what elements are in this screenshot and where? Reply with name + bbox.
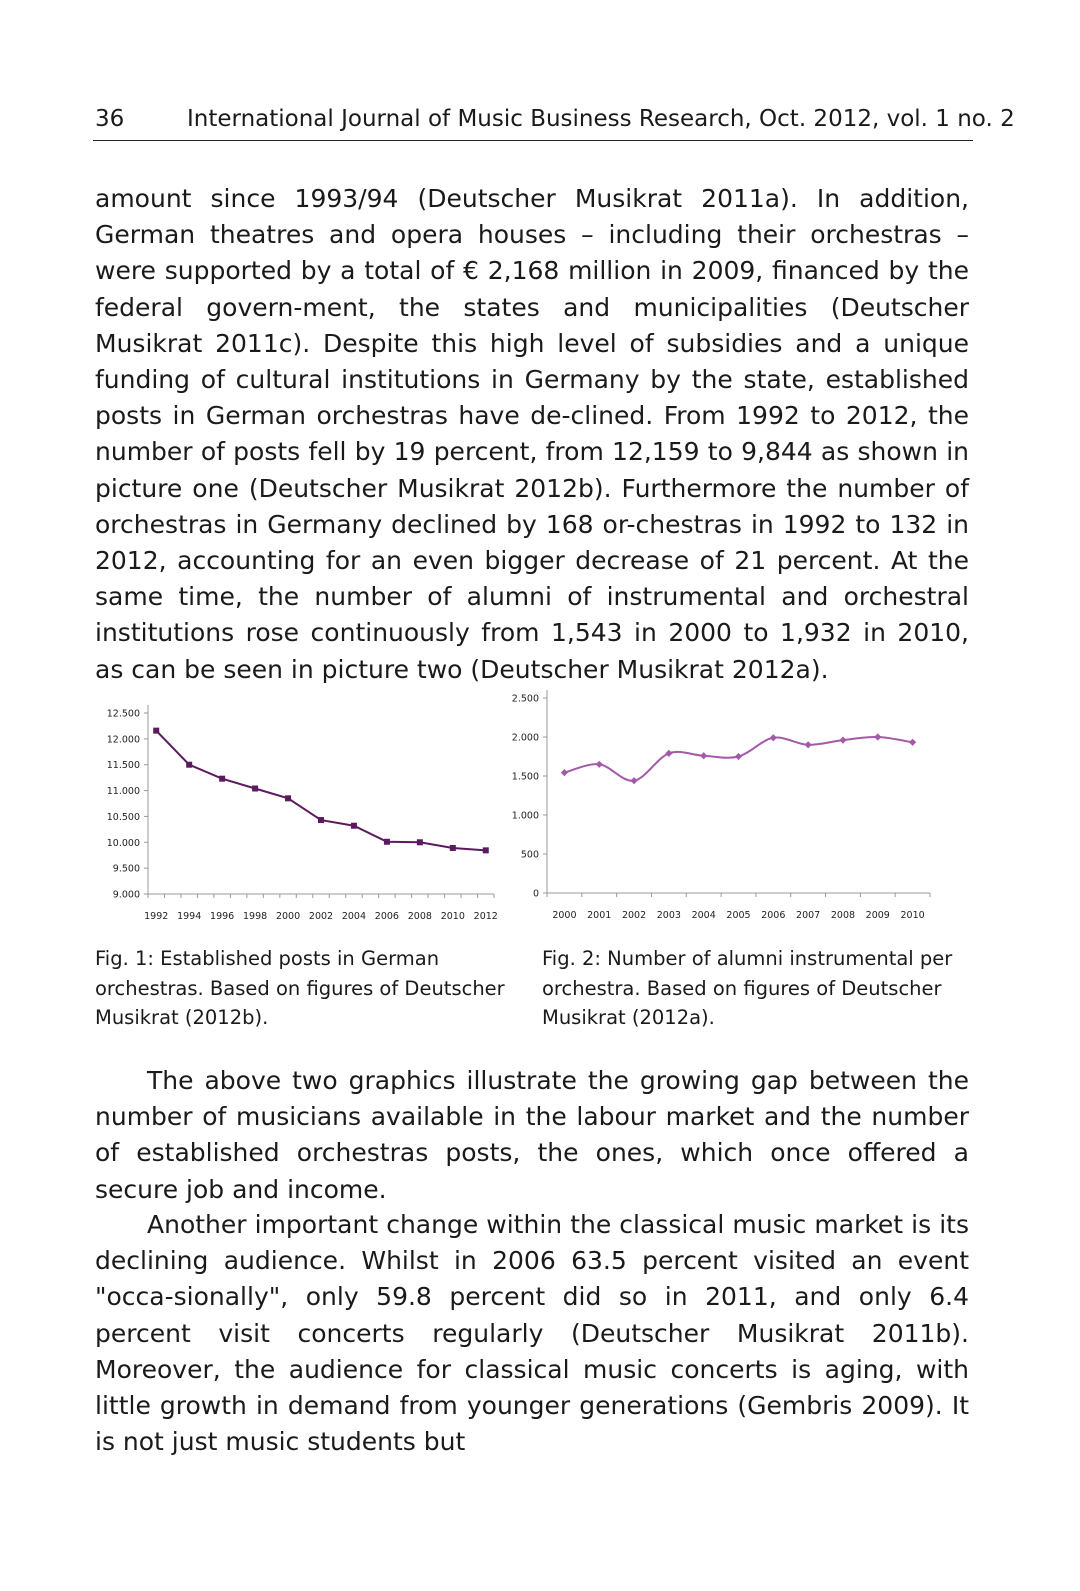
data-point-2005 (735, 753, 742, 760)
chart-alumni (512, 690, 930, 921)
data-point-2004 (351, 823, 357, 829)
data-point-2008 (839, 737, 846, 744)
x-tick-label: 2010 (440, 911, 465, 922)
y-tick-label: 11.000 (106, 786, 140, 798)
x-tick-label: 2001 (587, 910, 612, 921)
data-point-2000 (285, 795, 291, 801)
x-tick-label: 2010 (900, 910, 925, 921)
x-tick-label: 2009 (865, 910, 890, 921)
y-tick-label: 9.500 (112, 863, 140, 875)
x-tick-label: 2003 (656, 910, 681, 921)
x-tick-label: 2004 (691, 910, 716, 921)
data-point-2007 (805, 741, 812, 748)
x-tick-label: 1998 (243, 911, 268, 922)
data-point-2009 (874, 733, 881, 740)
x-tick-label: 2008 (407, 911, 432, 922)
data-point-2010 (909, 739, 916, 746)
data-point-2006 (770, 734, 777, 741)
figure-2-caption: Fig. 2: Number of alumni instrumental per orchestra. Based on figures of Deutscher Musikrat (2012a). (542, 947, 953, 1029)
data-point-2008 (417, 839, 423, 845)
x-tick-label: 2008 (830, 910, 856, 921)
data-point-2004 (700, 752, 707, 759)
data-point-2002 (318, 817, 324, 823)
x-tick-label: 2002 (621, 910, 647, 921)
data-point-2001 (596, 761, 603, 768)
y-tick-label: 9.000 (112, 889, 140, 901)
y-tick-label: 500 (520, 849, 539, 861)
x-tick-label: 1994 (177, 911, 202, 922)
data-point-1998 (252, 786, 258, 792)
x-tick-label: 2000 (275, 911, 301, 922)
y-tick-label: 0 (532, 888, 539, 900)
x-tick-label: 2005 (726, 910, 751, 921)
x-tick-label: 2006 (761, 910, 786, 921)
x-tick-label: 2012 (473, 911, 498, 922)
x-tick-label: 1996 (210, 911, 235, 922)
x-tick-label: 1992 (144, 911, 169, 922)
y-tick-label: 2.500 (511, 693, 539, 705)
data-point-2006 (384, 839, 390, 845)
data-point-2010 (450, 845, 456, 851)
journal-title: International Journal of Music Business Research, Oct. 2012, vol. 1 no. 2 (187, 106, 1015, 132)
x-tick-label: 2006 (374, 911, 399, 922)
y-tick-label: 10.000 (106, 837, 140, 849)
data-point-1994 (186, 762, 192, 768)
y-tick-label: 12.000 (106, 734, 140, 746)
data-point-2002 (630, 777, 637, 784)
y-tick-label: 1.000 (511, 810, 539, 822)
paragraph-audience: Another important change within the classical music market is its declining audience. Whilst in 2006 63.5 percent visited an event "occa-sionally", only 59.8 percent did so in 2011, and only 6.4 percent visit concerts regularly (Deutscher Musikrat 2011b). Moreover, the audience for classical music concerts is aging, with little growth in demand from younger generations (Gembris 2009). It is not just music students but (95, 1210, 969, 1457)
x-tick-label: 2004 (341, 911, 367, 922)
page-number: 36 (95, 106, 125, 132)
series-line (156, 731, 486, 851)
y-tick-label: 10.500 (106, 811, 140, 823)
running-header (93, 104, 1015, 141)
figures-area (0, 680, 1080, 930)
y-tick-label: 1.500 (511, 771, 539, 783)
y-tick-label: 12.500 (106, 708, 140, 720)
x-tick-label: 2007 (796, 910, 821, 921)
chart-established-posts (107, 705, 498, 922)
paragraph-gap: The above two graphics illustrate the growing gap between the number of musicians available in the labour market and the number of established orchestras posts, the ones, which once offered a secure job and income. (95, 1066, 969, 1204)
data-point-1996 (219, 776, 225, 782)
data-point-2012 (483, 847, 489, 853)
data-point-2000 (561, 769, 568, 776)
figure-1-caption: Fig. 1: Established posts in German orchestras. Based on figures of Deutscher Musikrat (2012b). (95, 947, 505, 1029)
paragraph-intro: amount since 1993/94 (Deutscher Musikrat 2011a). In addition, German theatres and opera houses – including their orchestras – were supported by a total of € 2,168 million in 2009, financed by the federal govern-ment, the states and municipalities (Deutscher Musikrat 2011c). Despite this high level of subsidies and a unique funding of cultural institutions in Germany by the state, established posts in German orchestras have de-clined. From 1992 to 2012, the number of posts fell by 19 percent, from 12,159 to 9,844 as shown in picture one (Deutscher Musikrat 2012b). Furthermore the number of orchestras in Germany declined by 168 or-chestras in 1992 to 132 in 2012, accounting for an even bigger decrease of 21 percent. At the same time, the number of alumni of instrumental and orchestral institutions rose continuously from 1,543 in 2000 to 1,932 in 2010, as can be seen in picture two (Deutscher Musikrat 2012a). (95, 184, 969, 684)
x-tick-label: 2002 (308, 911, 334, 922)
y-tick-label: 2.000 (511, 732, 539, 744)
x-tick-label: 2000 (552, 910, 577, 921)
data-point-1992 (153, 728, 159, 734)
data-point-2003 (665, 750, 672, 757)
y-tick-label: 11.500 (106, 760, 140, 772)
